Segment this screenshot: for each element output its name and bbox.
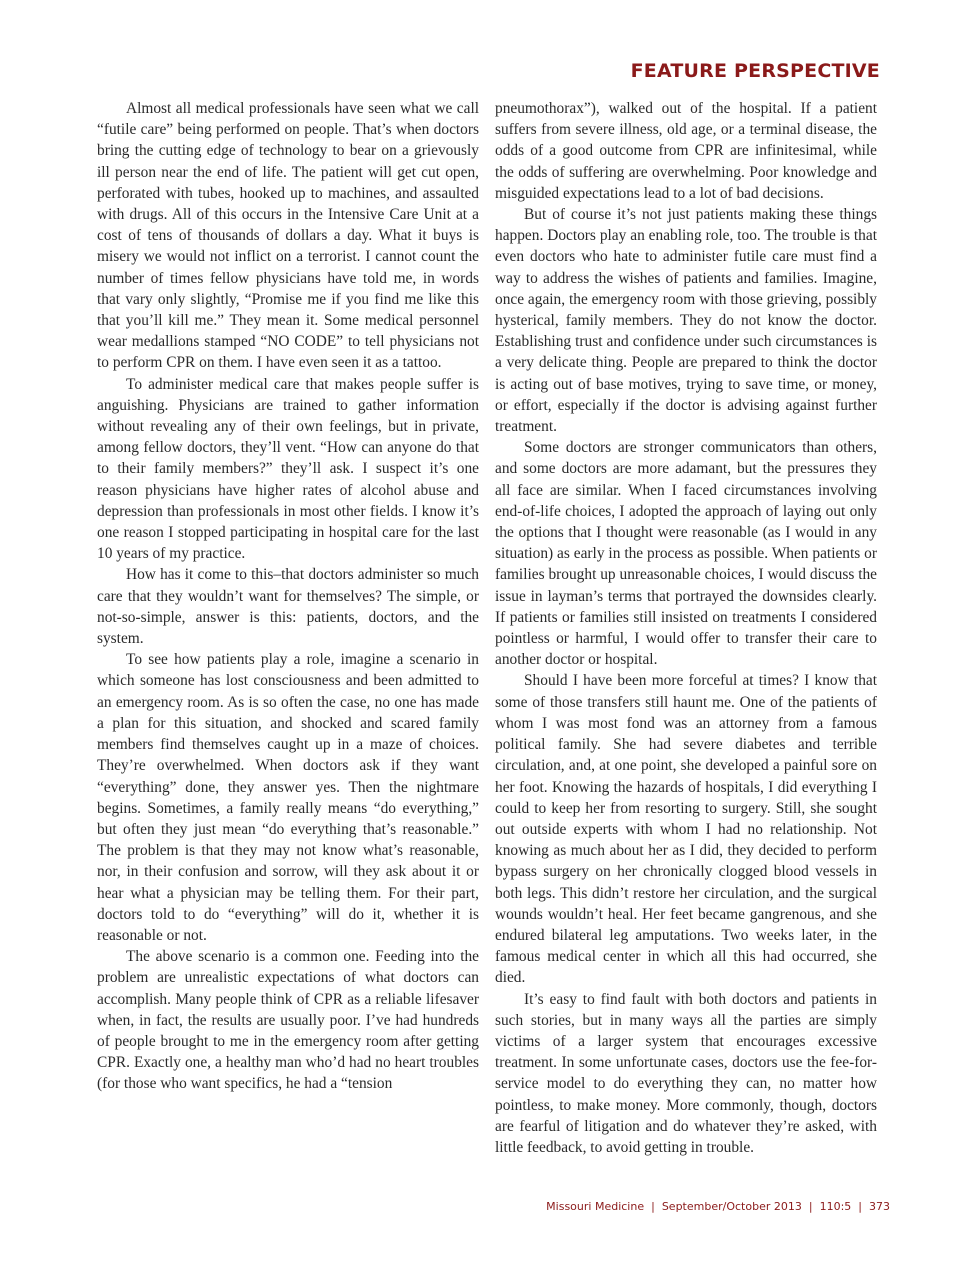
paragraph: How has it come to this–that doctors administer so much care that they wouldn’t want for themselves? The simple, or not-so-simple, answer is this: patients, doctors, and the system. — [97, 566, 479, 648]
paragraph: Some doctors are stronger communicators than others, and some doctors are more adamant, but the pressures they all face are similar. When I faced circumstances involving end-of-life choices, I adopted the approach of laying out only the options that I thought were reasonable (as I would in any situation) as early in the process as possible. When patients or families brought up unreasonable choices, I would discuss the issue in layman’s terms that portrayed the downsides clearly. If patients or families still insisted on treatments I considered pointless or harmful, I would offer to transfer their care to another doctor or hospital. — [495, 439, 877, 669]
left-column — [97, 98, 479, 1095]
paragraph: Almost all medical professionals have seen what we call “futile care” being performed on people. That’s when doctors bring the cutting edge of technology to bear on a grievously ill person near the end of life. The patient will get cut open, perforated with tubes, hooked up to machines, and assaulted with drugs. All of this occurs in the Intensive Care Unit at a cost of tens of thousands of dollars a day. What it buys is misery we would not inflict on a terrorist. I cannot count the number of times fellow physicians have told me, in words that vary only slightly, “Promise me if you find me like this that you’ll kill me.” They mean it. Some medical personnel wear medallions stamped “NO CODE” to tell physicians not to perform CPR on them. I have even seen it as a tattoo. — [97, 100, 479, 372]
footer-separator: | — [808, 1200, 813, 1213]
paragraph: To see how patients play a role, imagine a scenario in which someone has lost consciousness and been admitted to an emergency room. As is so often the case, no one has made a plan for this situation, and shocked and scared family members find themselves caught up in a maze of choices. They’re overwhelmed. When doctors ask if they want “everything” done, they answer yes. Then the nightmare begins. Sometimes, a family really means “do everything,” but often they just mean “do everything that’s reasonable.” The problem is that they may not know what’s reasonable, nor, in their confusion and sorrow, will they ask about it or hear what a physician may be telling them. For their part, doctors told to do “everything” will do it, whether it is reasonable or not. — [97, 651, 479, 944]
section-header: FEATURE PERSPECTIVE — [630, 60, 880, 82]
paragraph: Should I have been more forceful at times? I know that some of those transfers still haunt me. One of the patients of whom I was most fond was an attorney from a famous political family. She had severe diabetes and terrible circulation, and, at one point, she developed a painful sore on her foot. Knowing the hazards of hospitals, I did everything I could to keep her from resorting to surgery. Still, she sought out outside experts with whom I had no relationship. Not knowing as much about her as I did, they decided to perform bypass surgery on her chronically clogged blood vessels in both legs. This didn’t restore her circulation, and the surgical wounds wouldn’t heal. Her feet became gangrenous, and she endured bilateral leg amputations. Two weeks later, in the famous medical center in which all this had occurred, she died. — [495, 672, 877, 987]
paragraph: But of course it’s not just patients making these things happen. Doctors play an enabling role, too. The trouble is that even doctors who hate to administer futile care must find a way to address the wishes of patients and families. Imagine, once again, the emergency room with those grieving, possibly hysterical, family members. They do not know the doctor. Establishing trust and confidence under such circumstances is a very delicate thing. People are prepared to think the doctor is acting out of base motives, trying to save time, or money, or effort, especially if the doctor is advising against further treatment. — [495, 206, 877, 436]
footer-separator: | — [651, 1200, 655, 1213]
page-footer — [546, 1200, 890, 1213]
paragraph: It’s easy to find fault with both doctors and patients in such stories, but in many ways all the parties are simply victims of a larger system that encourages excessive treatment. In some unfortunate cases, doctors use the fee-for-service model to do everything they can, no matter how pointless, to make money. More commonly, though, doctors are fearful of litigation and do whatever they’re asked, with little feedback, to avoid getting in trouble. — [495, 990, 877, 1156]
volume-number: 110:5 — [819, 1200, 852, 1213]
journal-name: Missouri Medicine — [546, 1200, 645, 1213]
issue-date: September/October 2013 — [661, 1200, 802, 1213]
paragraph: The above scenario is a common one. Feeding into the problem are unrealistic expectations of what doctors can accomplish. Many people think of CPR as a reliable lifesaver when, in fact, the results are usually poor. I’ve had hundreds of people brought to me in the emergency room after getting CPR. Exactly one, a healthy man who’d had no heart troubles (for those who want specifics, he had a “tension — [97, 948, 479, 1093]
paragraph-continuation: pneumothorax”), walked out of the hospital. If a patient suffers from severe illness, old age, or a terminal disease, the odds of a good outcome from CPR are infinitesimal, while the odds of suffering are overwhelming. Poor knowledge and misguided expectations lead to a lot of bad decisions. — [495, 100, 877, 202]
right-column — [495, 98, 877, 1158]
page-number: 373 — [869, 1200, 890, 1213]
footer-separator: | — [858, 1200, 862, 1213]
paragraph: To administer medical care that makes people suffer is anguishing. Physicians are trained to gather information without revealing any of their own feelings, but in private, among fellow doctors, they’ll vent. “How can anyone do that to their family members?” they’ll ask. I suspect it’s one reason physicians have higher rates of alcohol abuse and depression than professionals in most other fields. I know it’s one reason I stopped participating in hospital care for the last 10 years of my practice. — [97, 375, 479, 563]
